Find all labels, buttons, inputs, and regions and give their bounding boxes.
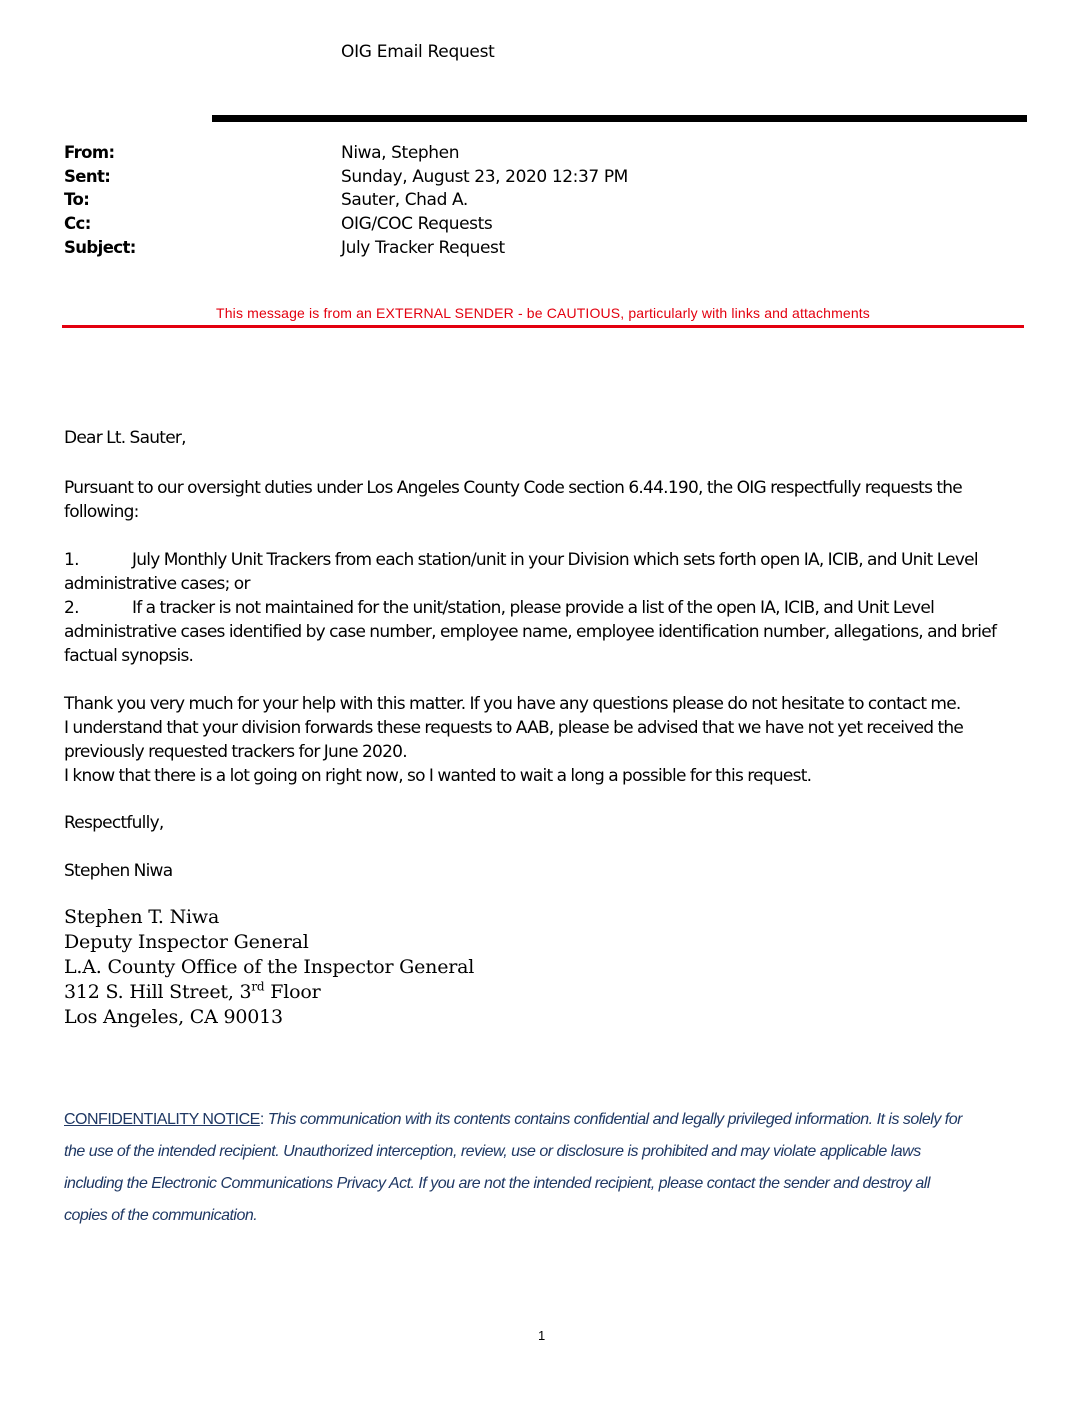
sent-value: Sunday, August 23, 2020 12:37 PM: [341, 167, 628, 187]
signature-city: Los Angeles, CA 90013: [64, 1006, 283, 1028]
aab-note: I understand that your division forwards these requests to AAB, please be advised that we have not yet received the previously requested trackers for June 2020.: [64, 718, 964, 762]
cc-label: Cc:: [64, 214, 91, 233]
cc-value: OIG/COC Requests: [341, 214, 493, 234]
signature-block: [64, 905, 474, 1030]
page-number: 1: [538, 1328, 546, 1343]
confidentiality-label: CONFIDENTIALITY NOTICE: [64, 1111, 260, 1128]
signature-name: Stephen T. Niwa: [64, 906, 220, 928]
subject-value: July Tracker Request: [341, 238, 505, 258]
item-number: 2.: [64, 598, 79, 618]
closing: Respectfully,: [64, 813, 164, 833]
request-item-2: [64, 596, 1024, 668]
confidentiality-notice: CONFIDENTIALITY NOTICE: This communication with its contents contains confidential and legally privileged information. It is solely for the use of the intended recipient. Unauthorized interception, review, use or disclosure is prohibited and may violate applicable laws including the Electronic Communications Privacy Act. If you are not the intended recipient, please contact the sender and destroy all copies of the communication.: [64, 1111, 962, 1224]
wait-note: I know that there is a lot going on right now, so I wanted to wait a long a possible for this request.: [64, 766, 812, 786]
signature-title: Deputy Inspector General: [64, 931, 309, 953]
signature-address: 312 S. Hill Street, 3rd Floor: [64, 979, 321, 1003]
item-text: If a tracker is not maintained for the unit/station, please provide a list of the open IA, ICIB, and Unit Level administrative cases identified by case number, employee name, employee identification number, allegations, and brief factual synopsis.: [64, 598, 997, 666]
to-value: Sauter, Chad A.: [341, 190, 468, 210]
item-number: 1.: [64, 550, 79, 570]
external-sender-banner: This message is from an EXTERNAL SENDER - be CAUTIOUS, particularly with links and attachments: [216, 305, 870, 321]
from-label: From:: [64, 143, 115, 162]
banner-divider: [62, 325, 1024, 328]
request-item-1: [64, 548, 1024, 596]
document-title: OIG Email Request: [341, 42, 495, 62]
intro-paragraph: Pursuant to our oversight duties under Los Angeles County Code section 6.44.190, the OIG respectfully requests the following:: [64, 478, 963, 522]
item-text: July Monthly Unit Trackers from each station/unit in your Division which sets forth open IA, ICIB, and Unit Level administrative cases; or: [64, 550, 978, 594]
sender-name: Stephen Niwa: [64, 861, 173, 881]
subject-label: Subject:: [64, 238, 136, 257]
confidentiality-text: This communication with its contents contains confidential and legally privileged information. It is solely for the use of the intended recipient. Unauthorized interception, review, use or disclosure is prohibited and may violate applicable laws including the Electronic Communications Privacy Act. If you are not the intended recipient, please contact the sender and destroy all copies of the communication.: [64, 1111, 962, 1224]
sent-label: Sent:: [64, 167, 111, 186]
to-label: To:: [64, 190, 90, 209]
header-divider: [212, 115, 1027, 122]
from-value: Niwa, Stephen: [341, 143, 460, 163]
thanks-paragraph: Thank you very much for your help with this matter. If you have any questions please do not hesitate to contact me.: [64, 694, 961, 714]
greeting: Dear Lt. Sauter,: [64, 428, 186, 448]
signature-office: L.A. County Office of the Inspector General: [64, 956, 475, 978]
